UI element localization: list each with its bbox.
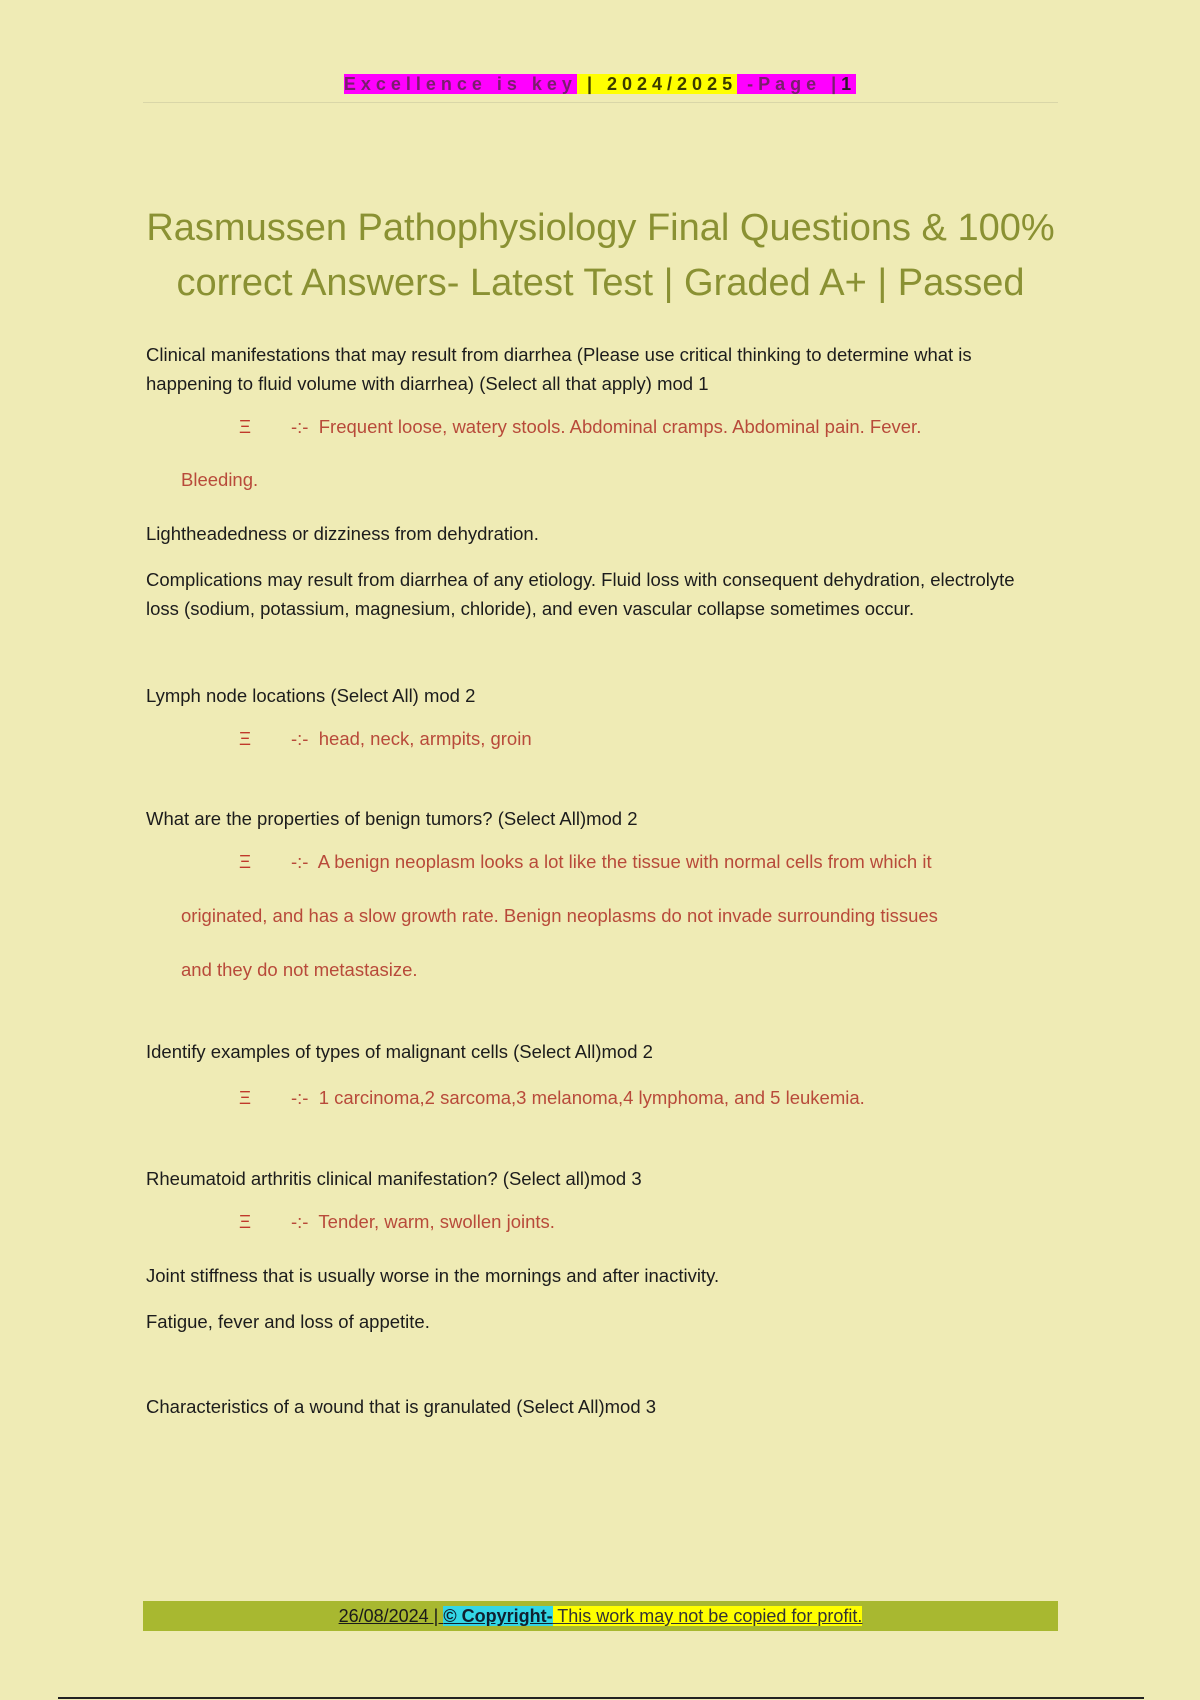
header-page-label: -Page | bbox=[737, 74, 842, 94]
answer-prefix: -:- bbox=[291, 416, 309, 437]
answer-prefix: -:- bbox=[291, 851, 309, 872]
document-title: Rasmussen Pathophysiology Final Questions & 100% correct Answers- Latest Test | Graded A+ | Passed bbox=[146, 207, 1055, 305]
question-4: Identify examples of types of malignant cells (Select All)mod 2 bbox=[146, 1041, 653, 1062]
answer-prefix: -:- bbox=[291, 1087, 309, 1108]
header-page-number: 1 bbox=[841, 74, 857, 94]
question-5-detail-2: Fatigue, fever and loss of appetite. bbox=[146, 1311, 430, 1332]
answer-prefix: -:- bbox=[291, 728, 309, 749]
header-year: 2024/2025 bbox=[607, 74, 738, 94]
answer-prefix: -:- bbox=[291, 1211, 309, 1232]
question-5-detail-1: Joint stiffness that is usually worse in the mornings and after inactivity. bbox=[146, 1265, 720, 1286]
answer-5: Ξ -:- Tender, warm, swollen joints. bbox=[146, 1207, 1046, 1236]
answer-bullet-icon: Ξ bbox=[239, 416, 252, 437]
question-2: Lymph node locations (Select All) mod 2 bbox=[146, 685, 476, 706]
question-1-complications: Complications may result from diarrhea of any etiology. Fluid loss with consequent dehydration, electrolyte loss (sodium, potassium, magnesium, chloride), and even vascular collapse sometimes occur. bbox=[146, 569, 1015, 619]
document-body bbox=[146, 340, 1046, 1421]
answer-2: Ξ -:- head, neck, armpits, groin bbox=[146, 724, 1046, 753]
question-6: Characteristics of a wound that is granulated (Select All)mod 3 bbox=[146, 1396, 657, 1417]
answer-bullet-icon: Ξ bbox=[239, 728, 252, 749]
footer-copyright: © Copyright- bbox=[443, 1606, 553, 1626]
answer-3-continuation-2: and they do not metastasize. bbox=[181, 959, 418, 980]
answer-4: Ξ -:- 1 carcinoma,2 sarcoma,3 melanoma,4 lymphoma, and 5 leukemia. bbox=[146, 1083, 1046, 1112]
page-bottom-rule bbox=[58, 1697, 1144, 1699]
header-tagline: Excellence is key bbox=[343, 74, 577, 94]
question-1-detail: Lightheadedness or dizziness from dehydration. bbox=[146, 523, 539, 544]
answer-3: Ξ -:- A benign neoplasm looks a lot like the tissue with normal cells from which it bbox=[146, 847, 1046, 876]
answer-1-continuation: Bleeding. bbox=[181, 469, 259, 490]
header-separator: | bbox=[576, 74, 607, 94]
answer-1: Ξ -:- Frequent loose, watery stools. Abdominal cramps. Abdominal pain. Fever. bbox=[146, 412, 1046, 441]
answer-bullet-icon: Ξ bbox=[239, 1211, 252, 1232]
page-footer bbox=[143, 1601, 1058, 1631]
question-1: Clinical manifestations that may result from diarrhea (Please use critical thinking to determine what is happening to fluid volume with diarrhea) (Select all that apply) mod 1 bbox=[146, 344, 972, 394]
page-header bbox=[0, 72, 1200, 96]
answer-bullet-icon: Ξ bbox=[239, 851, 252, 872]
answer-3-continuation-1: originated, and has a slow growth rate. Benign neoplasms do not invade surrounding tissues bbox=[181, 905, 938, 926]
header-divider bbox=[143, 102, 1058, 103]
answer-bullet-icon: Ξ bbox=[239, 1087, 252, 1108]
question-3: What are the properties of benign tumors? (Select All)mod 2 bbox=[146, 808, 638, 829]
question-5: Rheumatoid arthritis clinical manifestation? (Select all)mod 3 bbox=[146, 1168, 642, 1189]
footer-date: 26/08/2024 | bbox=[338, 1606, 444, 1626]
footer-notice: This work may not be copied for profit. bbox=[552, 1606, 863, 1626]
